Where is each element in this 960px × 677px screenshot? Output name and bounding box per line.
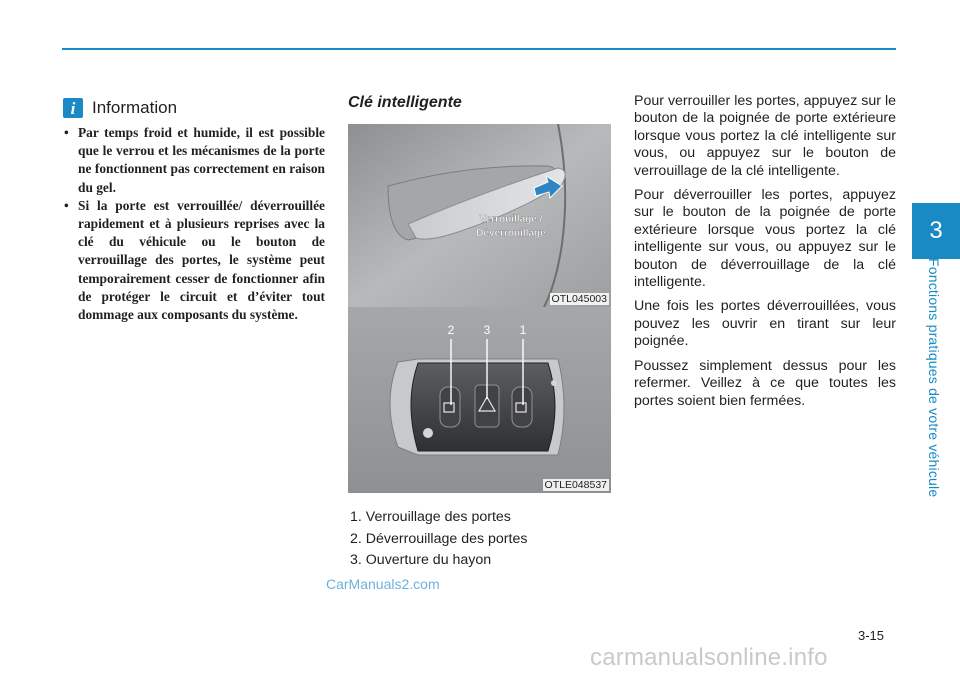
door-handle-illustration [348, 124, 611, 307]
site-watermark: carmanualsonline.info [590, 644, 828, 671]
instructions-column [634, 93, 896, 417]
paragraph: Pour déverrouiller les portes, appuyez sur le bouton de la poignée de porte extérieure lorsque vous portez la clé intelligente sur vous, ou appuyez sur le bouton de déverrouillage de la clé intelligente. [634, 187, 896, 291]
figure1-code: OTL045003 [551, 293, 607, 305]
smart-key-title: Clé intelligente [348, 94, 462, 111]
info-header [63, 98, 177, 118]
paragraph: Poussez simplement dessus pour les refermer. Veillez à ce que toutes les portes soient bien fermées. [634, 357, 896, 409]
button-list [350, 507, 527, 572]
door-handle-figure [348, 124, 611, 307]
smart-key-illustration [348, 307, 611, 493]
info-list [63, 124, 325, 324]
handle-label-line2: Déverrouillage [476, 228, 546, 239]
smart-key-figure [348, 307, 611, 493]
chapter-number: 3 [929, 217, 943, 244]
list-item: 2. Déverrouillage des portes [350, 530, 528, 547]
info-item: • Par temps froid et humide, il est possible que le verrou et les mécanismes de la porte ne fonctionnent pas correctement en raison du gel. [63, 124, 325, 197]
list-item: 1. Verrouillage des portes [350, 509, 511, 525]
page-number: 3-15 [858, 628, 885, 643]
top-rule [62, 48, 896, 50]
paragraph: Une fois les portes déverrouillées, vous pouvez les ouvrir en tirant sur leur poignée. [634, 298, 896, 350]
handle-label-line1: Verrouillage / [479, 214, 543, 225]
lock-button [512, 387, 532, 427]
chapter-tab [912, 203, 960, 259]
unlock-button [440, 387, 460, 427]
paragraph: Pour verrouiller les portes, appuyez sur le bouton de la poignée de porte extérieure lorsque vous portez la clé intelligente sur vous, ou appuyez sur le bouton de verrouillage de la clé intelligente. [634, 93, 896, 179]
list-item: 3. Ouverture du hayon [350, 552, 492, 568]
info-title: Information [92, 98, 178, 117]
callout-1: 1 [519, 323, 527, 337]
callout-3: 3 [483, 323, 491, 337]
callout-2: 2 [447, 323, 455, 337]
watermark-link[interactable]: CarManuals2.com [326, 576, 440, 592]
chapter-side-label: Fonctions pratiques de votre véhicule [926, 258, 942, 498]
info-item: • Si la porte est verrouillée/ déverrouillée rapidement et à plusieurs reprises avec la clé du véhicule ou le bouton de verrouillage des portes, le système peut temporairement cesser de fonctionner afin de protéger le circuit et d’éviter tout dommage aux composants du système. [63, 197, 325, 324]
figure2-code: OTLE048537 [544, 479, 607, 491]
info-icon: i [63, 98, 83, 118]
